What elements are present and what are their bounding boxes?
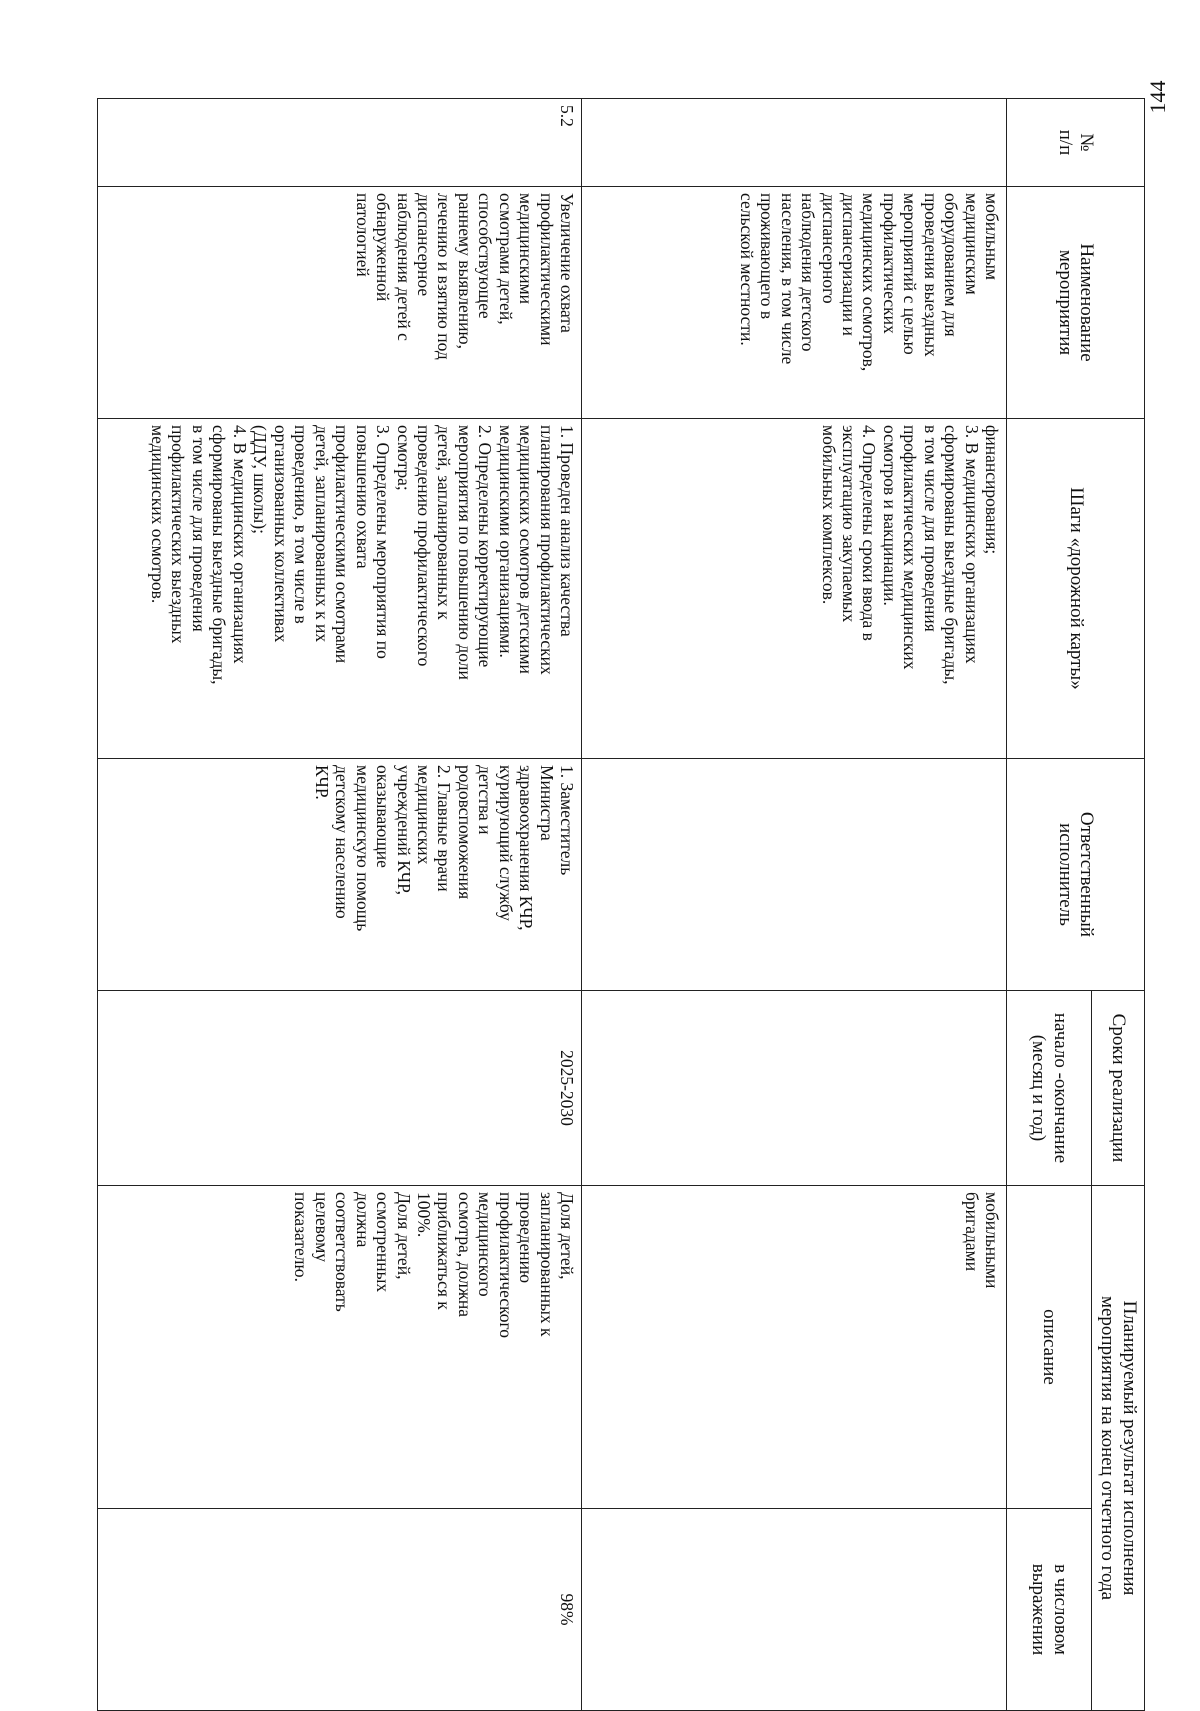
result-description: мобильными бригадами	[582, 1186, 1007, 1509]
roadmap-table	[97, 98, 1145, 1711]
roadmap-steps: финансирования; 3. В медицинских организациях сформированы выездные бригады, в том числе для проведения профилактических медицинских осмотров и вакцинации. 4. Определены сроки ввода в эксплуатацию закупаемых мобильных комплексов.	[582, 419, 1007, 759]
header-num: № п/п	[1007, 99, 1145, 187]
header-result-description: описание	[1007, 1186, 1092, 1509]
responsible-executor: 1. Заместитель Министра здравоохранения КЧР, курирующий службу детства и родовспоможения 2. Главные врачи медицинских учреждений КЧР, оказывающие медицинскую помощь детскому населению КЧР.	[98, 759, 582, 991]
header-timing: Сроки реализации	[1092, 991, 1145, 1186]
row-number	[582, 99, 1007, 187]
table-row	[582, 99, 1007, 1711]
measure-name: мобильным медицинским оборудованием для проведения выездных мероприятий с целью профилактических медицинских осмотров, диспансеризации и диспансерного наблюдения детского населения, в том числе проживающего в сельской местности.	[582, 187, 1007, 419]
responsible-executor	[582, 759, 1007, 991]
rotated-table-container	[97, 98, 1145, 1710]
header-row-1	[1092, 99, 1145, 1711]
page-number: 144	[1145, 80, 1170, 114]
header-steps: Шаги «дорожной карты»	[1007, 419, 1145, 759]
roadmap-steps: 1. Проведен анализ качества планирования профилактических медицинских осмотров детскими медицинскими организациями. 2. Определены корректирующие мероприятия по повышению доли детей, запланированных к проведению профилактического осмотра; 3. Определены мероприятия по повышению охвата профилактическими осмотрами детей, запланированных к их проведению, в том числе в организованных коллективах (ДДУ, школы); 4. В медицинских организациях сформированы выездные бригады, в том числе для проведения профилактических выездных медицинских осмотров.	[98, 419, 582, 759]
header-result: Планируемый результат исполнения мероприятия на конец отчетного года	[1092, 1186, 1145, 1711]
row-number: 5.2	[98, 99, 582, 187]
result-description: Доля детей, запланированных к проведению профилактического медицинского осмотра, должна приближаться к 100%. Доля детей, осмотренных должна соответствовать целевому показателю.	[98, 1186, 582, 1509]
header-result-numeric: в числовом выражении	[1007, 1509, 1092, 1711]
table-row	[98, 99, 582, 1711]
measure-name: Увеличение охвата профилактическими медицинскими осмотрами детей, способствующее раннему выявлению, лечению и взятию под диспансерное наблюдения детей с обнаруженной патологией	[98, 187, 582, 419]
result-numeric	[582, 1509, 1007, 1711]
header-name: Наименование мероприятия	[1007, 187, 1145, 419]
header-timing-sub: начало -окончание (месяц и год)	[1007, 991, 1092, 1186]
header-responsible: Ответственный исполнитель	[1007, 759, 1145, 991]
implementation-period	[582, 991, 1007, 1186]
implementation-period: 2025-2030	[98, 991, 582, 1186]
result-numeric: 98%	[98, 1509, 582, 1711]
